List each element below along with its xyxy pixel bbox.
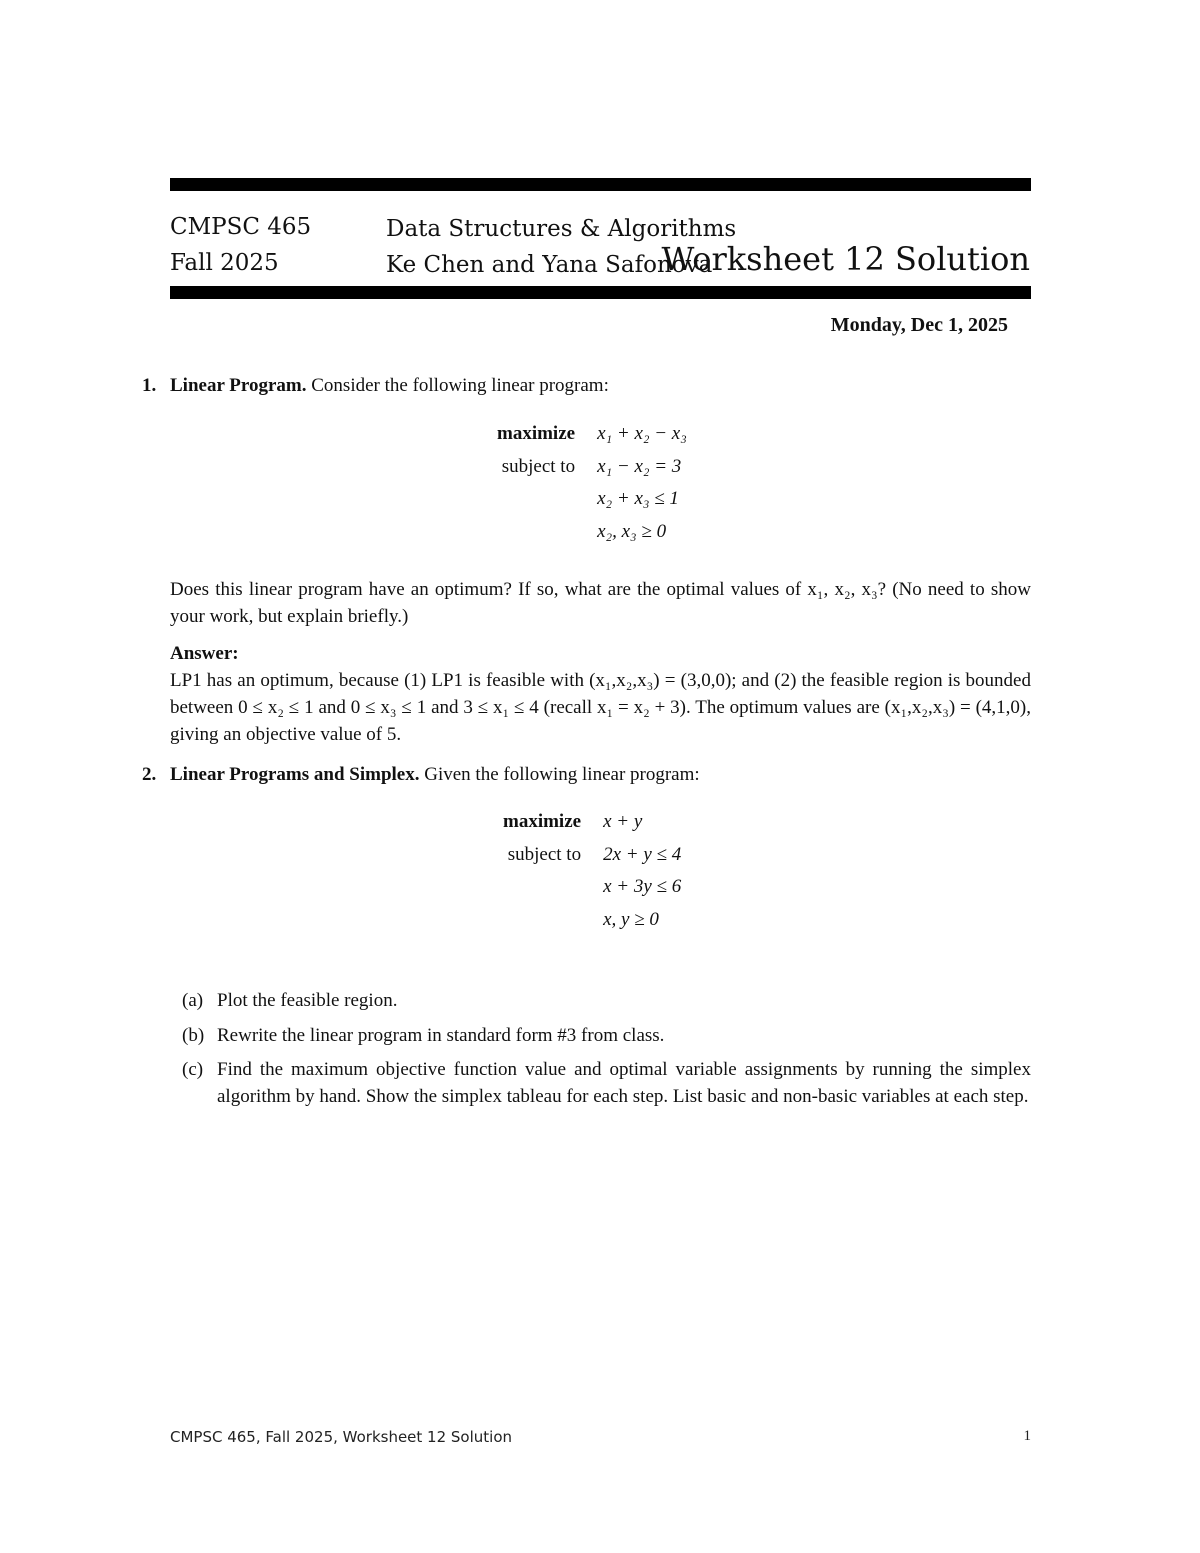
subquestion-b xyxy=(170,1022,1031,1049)
lp-objective-label: maximize xyxy=(503,811,582,833)
page-number: 1 xyxy=(1023,1428,1031,1444)
question-1-body xyxy=(170,576,1031,748)
linear-program-2 xyxy=(503,806,681,936)
footer-text: CMPSC 465, Fall 2025, Worksheet 12 Solution xyxy=(170,1428,513,1446)
question-1 xyxy=(142,372,1031,399)
question-number: 2. xyxy=(142,764,157,785)
lp-constraint-3: x₂, x₃ ≥ 0 xyxy=(597,520,667,542)
lp-constraint-2: x₂ + x₃ ≤ 1 xyxy=(597,488,679,510)
question-intro: Consider the following linear program: xyxy=(311,375,609,396)
answer-heading: Answer: xyxy=(170,643,239,664)
question-title: Linear Program. xyxy=(170,375,307,396)
lp-constraint-2: x + 3y ≤ 6 xyxy=(603,876,682,898)
document-title: Worksheet 12 Solution xyxy=(661,240,1030,278)
page-footer xyxy=(170,1428,1031,1446)
header-bottom-rule xyxy=(170,286,1031,299)
lp-objective-expr: x + y xyxy=(603,811,643,833)
subquestion-text: Find the maximum objective function value and optimal variable assignments by running the simplex algorithm by hand. Show the simplex tableau for each step. List basic and non-basic variables at each step. xyxy=(217,1059,1031,1107)
lp-constraint-1: 2x + y ≤ 4 xyxy=(603,843,682,865)
question-text: Does this linear program have an optimum? If so, what are the optimal values of x₁, x₂, x₃? (No need to show your work, but explain briefly.) xyxy=(170,579,1031,627)
header-top-rule xyxy=(170,178,1031,191)
subquestion-a xyxy=(170,987,1031,1014)
question-number: 1. xyxy=(142,375,157,396)
worksheet-date: Monday, Dec 1, 2025 xyxy=(830,314,1008,336)
question-2 xyxy=(142,761,1031,788)
lp-objective-expr: x₁ + x₂ − x₃ xyxy=(597,423,687,445)
subquestion-text: Rewrite the linear program in standard form #3 from class. xyxy=(217,1025,665,1046)
lp-constraint-3: x, y ≥ 0 xyxy=(603,908,659,930)
subquestion-text: Plot the feasible region. xyxy=(217,990,398,1011)
question-intro: Given the following linear program: xyxy=(424,764,700,785)
subquestion-label: (b) xyxy=(182,1025,205,1046)
subquestion-label: (a) xyxy=(182,990,204,1011)
lp-constraints-label: subject to xyxy=(507,843,582,865)
subquestion-label: (c) xyxy=(182,1059,204,1080)
lp-constraints-label: subject to xyxy=(501,455,576,477)
course-code: CMPSC 465 xyxy=(170,214,312,240)
course-name: Data Structures & Algorithms xyxy=(386,216,737,242)
term: Fall 2025 xyxy=(170,250,279,276)
subquestion-c xyxy=(170,1056,1031,1110)
lp-constraint-1: x₁ − x₂ = 3 xyxy=(597,455,682,477)
answer-text: LP1 has an optimum, because (1) LP1 is feasible with (x₁,x₂,x₃) = (3,0,0); and (2) the feasible region is bounded between 0 ≤ x₂ ≤ 1 and 0 ≤ x₃ ≤ 1 and 3 ≤ x₁ ≤ 4 (recall x₁ = x₂ + 3). The optimum values are (x₁,x₂,x₃) = (4,1,0), giving an objective value of 5. xyxy=(170,670,1031,745)
instructors: Ke Chen and Yana Safonova xyxy=(386,252,713,278)
linear-program-1 xyxy=(497,418,687,548)
question-title: Linear Programs and Simplex. xyxy=(170,764,420,785)
lp-objective-label: maximize xyxy=(497,423,576,445)
